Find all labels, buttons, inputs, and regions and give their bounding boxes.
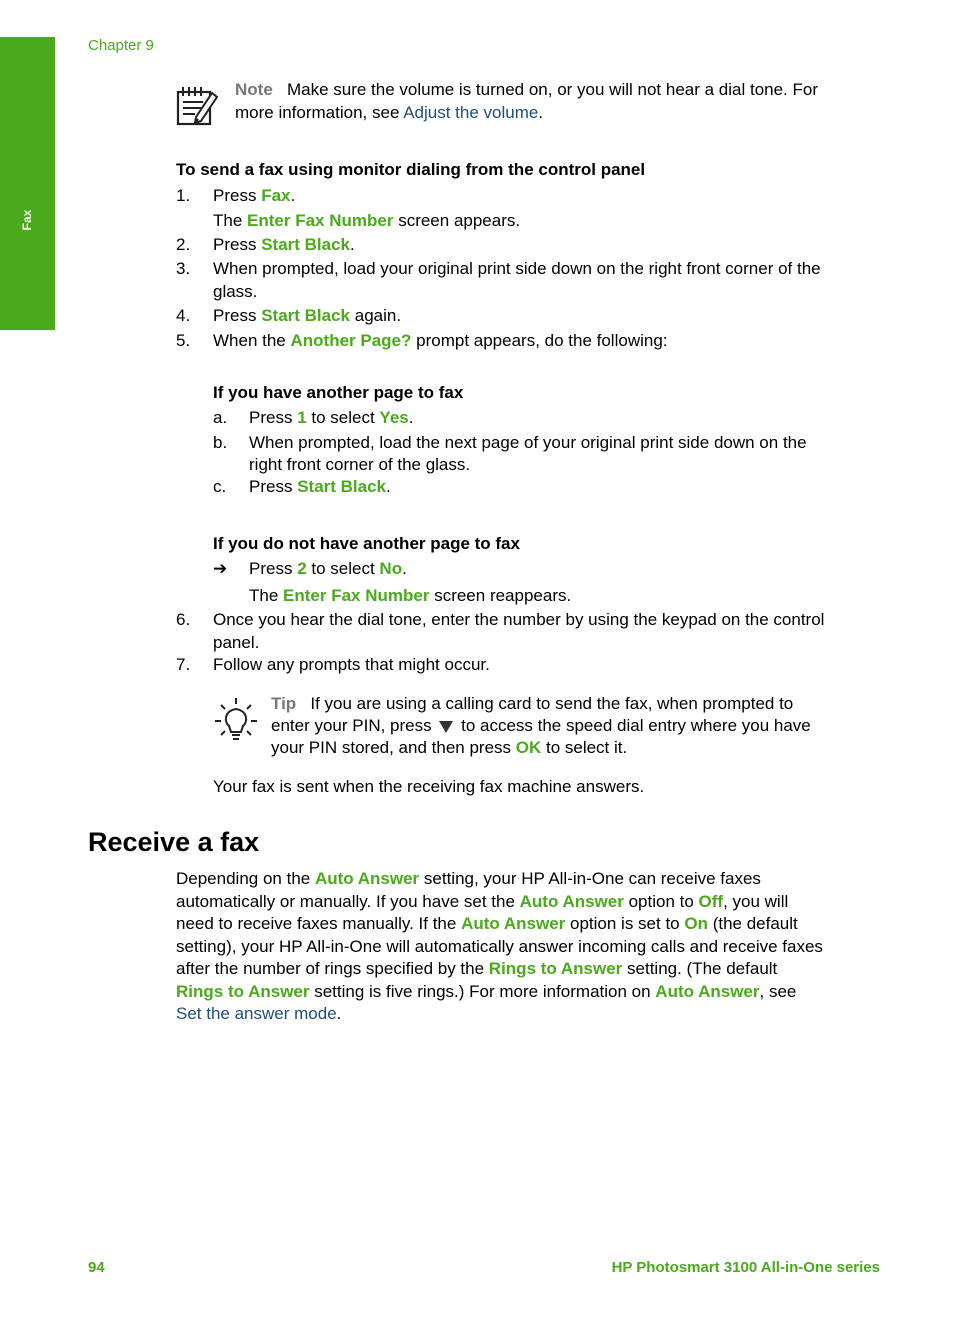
adjust-volume-link[interactable]: Adjust the volume — [403, 103, 539, 122]
start-black-key: Start Black — [261, 235, 351, 254]
page-number: 94 — [88, 1259, 105, 1276]
auto-answer-term: Auto Answer — [519, 892, 624, 911]
product-name: HP Photosmart 3100 All-in-One series — [611, 1259, 880, 1276]
side-tab-label: Fax — [20, 209, 34, 231]
tip-label: Tip — [271, 694, 297, 713]
step-text: to select — [306, 408, 380, 427]
para-text: . — [336, 1004, 342, 1023]
step-6 — [176, 609, 824, 632]
section-title: Receive a fax — [88, 827, 260, 857]
step-6-line-2: panel. — [213, 633, 260, 652]
step-text: The — [249, 586, 284, 605]
step-text: prompt appears, do the following: — [411, 331, 668, 350]
para-text: after the number of rings specified by the — [176, 959, 489, 978]
para-text: option is set to — [565, 914, 685, 933]
fax-sent-text: Your fax is sent when the receiving fax machine answers. — [213, 777, 645, 796]
no-another-page-heading: If you do not have another page to fax — [213, 534, 520, 553]
yes-option: Yes — [379, 408, 409, 427]
step-3 — [176, 258, 821, 281]
no-another-step — [213, 558, 407, 581]
para-text: setting, your HP All-in-One can receive faxes — [419, 869, 761, 888]
para-text: option to — [623, 892, 699, 911]
arrow-icon: ➔ — [213, 559, 228, 578]
chapter-header: Chapter 9 — [88, 37, 154, 54]
substep-c — [213, 476, 391, 499]
start-black-key: Start Black — [297, 477, 387, 496]
para-line-7 — [176, 1003, 341, 1026]
tip-text: If you are using a calling card to send the fax, when prompted to — [310, 694, 794, 713]
tip-line-3 — [271, 737, 627, 760]
step-text: Press — [213, 186, 262, 205]
step-text: . — [350, 235, 355, 254]
start-black-key: Start Black — [261, 306, 351, 325]
para-text: need to receive faxes manually. If the — [176, 914, 462, 933]
step-text: Press — [249, 559, 298, 578]
step-text: . — [290, 186, 296, 205]
auto-answer-term: Auto Answer — [655, 982, 760, 1001]
substep-b — [213, 432, 807, 455]
enter-fax-number-screen: Enter Fax Number — [283, 586, 430, 605]
note-line-2 — [235, 102, 543, 125]
another-page-prompt: Another Page? — [290, 331, 412, 350]
set-answer-mode-link[interactable]: Set the answer mode — [176, 1004, 337, 1023]
step-3-line-2: glass. — [213, 282, 258, 301]
step-number: 7. — [176, 655, 191, 674]
side-tab — [0, 37, 55, 330]
substep-letter: b. — [213, 433, 228, 452]
tip-text: to access the speed dial entry where you have — [461, 716, 811, 735]
step-text: Press — [249, 477, 298, 496]
tip-text: to select it. — [541, 738, 628, 757]
step-2 — [176, 234, 355, 257]
lightbulb-icon — [213, 697, 259, 747]
rings-to-answer-term: Rings to Answer — [176, 982, 310, 1001]
no-another-result — [249, 585, 571, 608]
step-number: 1. — [176, 186, 191, 205]
step-text: . — [386, 477, 391, 496]
substep-a — [213, 407, 413, 430]
another-page-heading: If you have another page to fax — [213, 383, 464, 402]
auto-answer-term: Auto Answer — [461, 914, 566, 933]
step-text: The — [213, 211, 248, 230]
tip-line-2 — [271, 715, 811, 738]
step-4 — [176, 305, 401, 328]
step-number: 5. — [176, 331, 191, 350]
fax-key: Fax — [261, 186, 291, 205]
key-2: 2 — [297, 559, 307, 578]
para-text: , you will — [723, 892, 789, 911]
off-term: Off — [698, 892, 724, 911]
step-text: Follow any prompts that might occur. — [213, 655, 490, 674]
step-text: . — [408, 408, 414, 427]
step-text: again. — [350, 306, 402, 325]
step-text: When prompted, load your original print side down on the right front corner of the — [213, 259, 821, 278]
step-text: Once you hear the dial tone, enter the number by using the keypad on the control — [213, 610, 825, 629]
ok-key: OK — [515, 738, 542, 757]
step-text: Press — [213, 235, 262, 254]
para-text: automatically or manually. If you have set the — [176, 892, 520, 911]
enter-fax-number-screen: Enter Fax Number — [247, 211, 394, 230]
para-text: , see — [759, 982, 797, 1001]
step-number: 6. — [176, 610, 191, 629]
tip-line-1 — [271, 693, 793, 716]
substep-letter: a. — [213, 408, 228, 427]
para-text: setting is five rings.) For more information on — [309, 982, 656, 1001]
step-1 — [176, 185, 295, 208]
para-text: setting. (The default — [622, 959, 778, 978]
para-text: Depending on the — [176, 869, 315, 888]
step-5 — [176, 330, 668, 353]
step-text: Press — [249, 408, 298, 427]
para-line-6 — [176, 981, 796, 1004]
on-term: On — [684, 914, 708, 933]
step-number: 2. — [176, 235, 191, 254]
note-line-1 — [235, 79, 818, 102]
note-end: . — [538, 103, 544, 122]
substep-b-line-2: right front corner of the glass. — [249, 455, 471, 474]
note-label: Note — [235, 80, 273, 99]
step-number: 4. — [176, 306, 191, 325]
step-text: to select — [306, 559, 380, 578]
note-pad-icon — [174, 84, 220, 128]
step-text: Press — [213, 306, 262, 325]
para-line-2 — [176, 891, 788, 914]
step-1-result — [213, 210, 520, 233]
note-text-2: more information, see — [235, 103, 400, 122]
tip-text: your PIN stored, and then press — [271, 738, 516, 757]
para-line-3 — [176, 913, 798, 936]
rings-to-answer-term: Rings to Answer — [488, 959, 623, 978]
step-7 — [176, 654, 490, 677]
step-text: When prompted, load the next page of your original print side down on the — [249, 433, 807, 452]
substep-letter: c. — [213, 477, 227, 496]
para-text: (the default — [707, 914, 798, 933]
key-1: 1 — [297, 408, 307, 427]
step-number: 3. — [176, 259, 191, 278]
step-text: . — [402, 559, 407, 578]
step-text: screen appears. — [393, 211, 521, 230]
tip-text: enter your PIN, press — [271, 716, 432, 735]
note-text: Make sure the volume is turned on, or you will not hear a dial tone. For — [286, 80, 819, 99]
para-line-5 — [176, 958, 777, 981]
down-arrow-icon — [439, 721, 453, 733]
no-option: No — [379, 559, 403, 578]
step-text: When the — [213, 331, 291, 350]
step-text: screen reappears. — [429, 586, 572, 605]
para-line-1 — [176, 868, 761, 891]
para-line-4: setting), your HP All-in-One will automatically answer incoming calls and receive faxes — [176, 937, 823, 956]
procedure-heading: To send a fax using monitor dialing from the control panel — [176, 160, 646, 179]
auto-answer-term: Auto Answer — [314, 869, 420, 888]
